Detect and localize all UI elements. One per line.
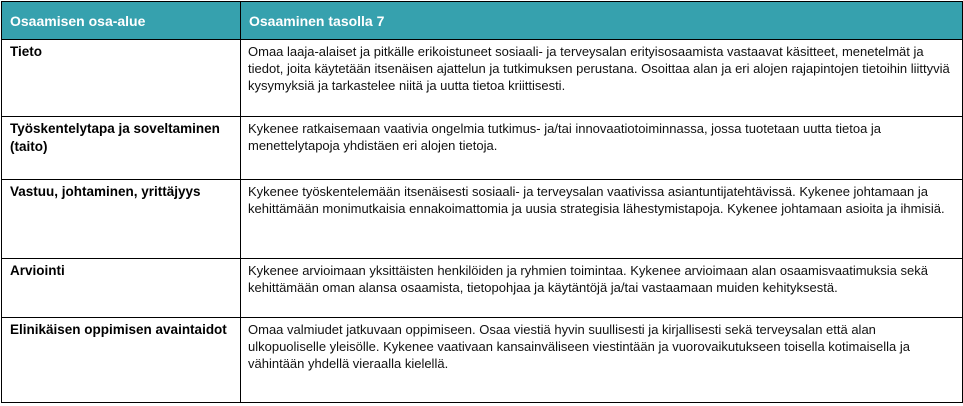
- table-row-arviointi: [2, 259, 963, 318]
- area-label: Tieto: [2, 40, 241, 117]
- table-row-tieto: [2, 40, 963, 117]
- area-description: Kykenee ratkaisemaan vaativia ongelmia tutkimus- ja/tai innovaatiotoiminnassa, jossa tuotetaan uutta tietoa ja menettelytapoja yhdistäen eri alojen tietoja.: [241, 117, 963, 180]
- area-description: Omaa valmiudet jatkuvaan oppimiseen. Osaa viestiä hyvin suullisesti ja kirjallisesti sekä terveysalan että alan ulkopuoliselle yleisölle. Kykenee vaativaan kansainväliseen viestintään ja vuorovaikutukseen toisella kotimaisella ja vähintään yhdellä vieraalla kielellä.: [241, 317, 963, 402]
- area-label: Arviointi: [2, 259, 241, 318]
- area-description: Omaa laaja-alaiset ja pitkälle erikoistuneet sosiaali- ja terveysalan erityisosaamista vastaavat käsitteet, menetelmät ja tiedot, joita käytetään itsenäisen ajattelun ja tutkimuksen perustana. Osoittaa alan ja eri alojen rajapintojen tietoihin liittyviä kysymyksiä ja tarkastelee niitä ja uutta tietoa kriittisesti.: [241, 40, 963, 117]
- competence-table: [1, 1, 963, 403]
- table-row-elinikainen-oppiminen: [2, 317, 963, 402]
- document-page: [0, 1, 963, 406]
- area-label: Elinikäisen oppimisen avaintaidot: [2, 317, 241, 402]
- column-header-competence-area: Osaamisen osa-alue: [2, 2, 241, 40]
- area-description: Kykenee työskentelemään itsenäisesti sosiaali- ja terveysalan vaativissa asiantuntijatehtävissä. Kykenee johtamaan ja kehittämään monimutkaisia ennakoimattomia ja uusia strategisia lähestymistapoja. Kykenee johtamaan asioita ja ihmisiä.: [241, 180, 963, 259]
- table-row-vastuu: [2, 180, 963, 259]
- area-label: Vastuu, johtaminen, yrittäjyys: [2, 180, 241, 259]
- area-label: Työskentelytapa ja soveltaminen (taito): [2, 117, 241, 180]
- table-header-row: [2, 2, 963, 40]
- area-description: Kykenee arvioimaan yksittäisten henkilöiden ja ryhmien toimintaa. Kykenee arvioimaan alan osaamisvaatimuksia sekä kehittämään oman alansa osaamista, tietopohjaa ja käytäntöjä ja/tai vastaamaan muiden kehityksestä.: [241, 259, 963, 318]
- table-row-tyoskentelytapa: [2, 117, 963, 180]
- column-header-level-7: Osaaminen tasolla 7: [241, 2, 963, 40]
